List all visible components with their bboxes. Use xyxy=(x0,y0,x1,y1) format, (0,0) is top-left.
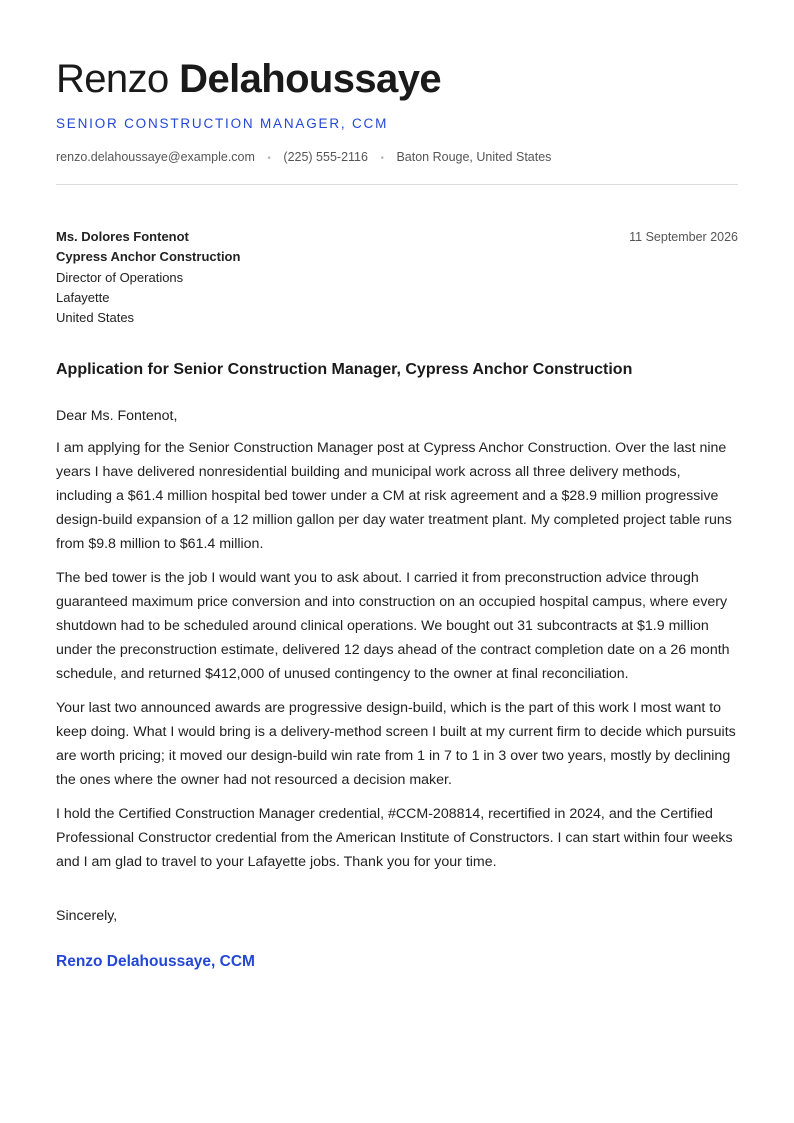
letter-body xyxy=(56,436,738,874)
salutation: Dear Ms. Fontenot, xyxy=(56,408,178,425)
recipient-company: Cypress Anchor Construction xyxy=(56,249,241,265)
sender-last-name: Delahoussaye xyxy=(179,57,441,101)
contact-line xyxy=(56,150,738,164)
letter-date: 11 September 2026 xyxy=(629,230,738,244)
letter-header xyxy=(56,0,738,185)
sender-email: renzo.delahoussaye@example.com xyxy=(56,150,255,164)
sender-phone: (225) 555-2116 xyxy=(283,150,368,164)
body-paragraph: I hold the Certified Construction Manager credential, #CCM-208814, recertified in 2024, and the Certified Professional Constructor credential from the American Institute of Constructors. I can start within four weeks and I am glad to travel to your Lafayette jobs. Thank you for your time. xyxy=(56,806,733,871)
recipient-city: Lafayette xyxy=(56,289,110,305)
sender-location: Baton Rouge, United States xyxy=(396,150,552,164)
recipient-block xyxy=(56,227,738,328)
sender-first-name: Renzo xyxy=(56,57,169,101)
recipient-role: Director of Operations xyxy=(56,269,184,285)
contact-separator: • xyxy=(380,153,384,164)
header-divider xyxy=(56,184,738,185)
body-paragraph: The bed tower is the job I would want you to ask about. I carried it from preconstruction advice through guaranteed maximum price conversion and into construction on an occupied hospital campus, where every shutdown had to be scheduled around clinical operations. We bought out 31 subcontracts at $1.9 million under the preconstruction estimate, delivered 12 days ahead of the contract completion date on a 26 month schedule, and returned $412,000 of unused contingency to the owner at final reconciliation. xyxy=(56,570,730,683)
body-paragraph: Your last two announced awards are progressive design-build, which is the part of this work I most want to keep doing. What I would bring is a delivery-method screen I built at my current firm to decide which pursuits are worth pricing; it moved our design-build win rate from 1 in 7 to 1 in 3 over two years, mostly by declining the ones where the owner had not resourced a decision maker. xyxy=(56,700,736,789)
signature: Renzo Delahoussaye, CCM xyxy=(56,953,255,971)
contact-separator: • xyxy=(267,153,271,164)
sender-name xyxy=(56,55,738,103)
closing: Sincerely, xyxy=(56,908,118,925)
sender-title: SENIOR CONSTRUCTION MANAGER, CCM xyxy=(56,116,389,131)
recipient-country: United States xyxy=(56,310,135,326)
letter-subject: Application for Senior Construction Manager, Cypress Anchor Construction xyxy=(56,361,633,379)
body-paragraph: I am applying for the Senior Construction Manager post at Cypress Anchor Construction. Over the last nine years I have delivered nonresidential building and municipal work across all three delivery methods, including a $61.4 million hospital bed tower under a CM at risk agreement and a $28.9 million progressive design-build expansion of a 12 million gallon per day water treatment plant. My completed project table runs from $9.8 million to $61.4 million. xyxy=(56,440,732,553)
recipient-name: Ms. Dolores Fontenot xyxy=(56,229,189,244)
